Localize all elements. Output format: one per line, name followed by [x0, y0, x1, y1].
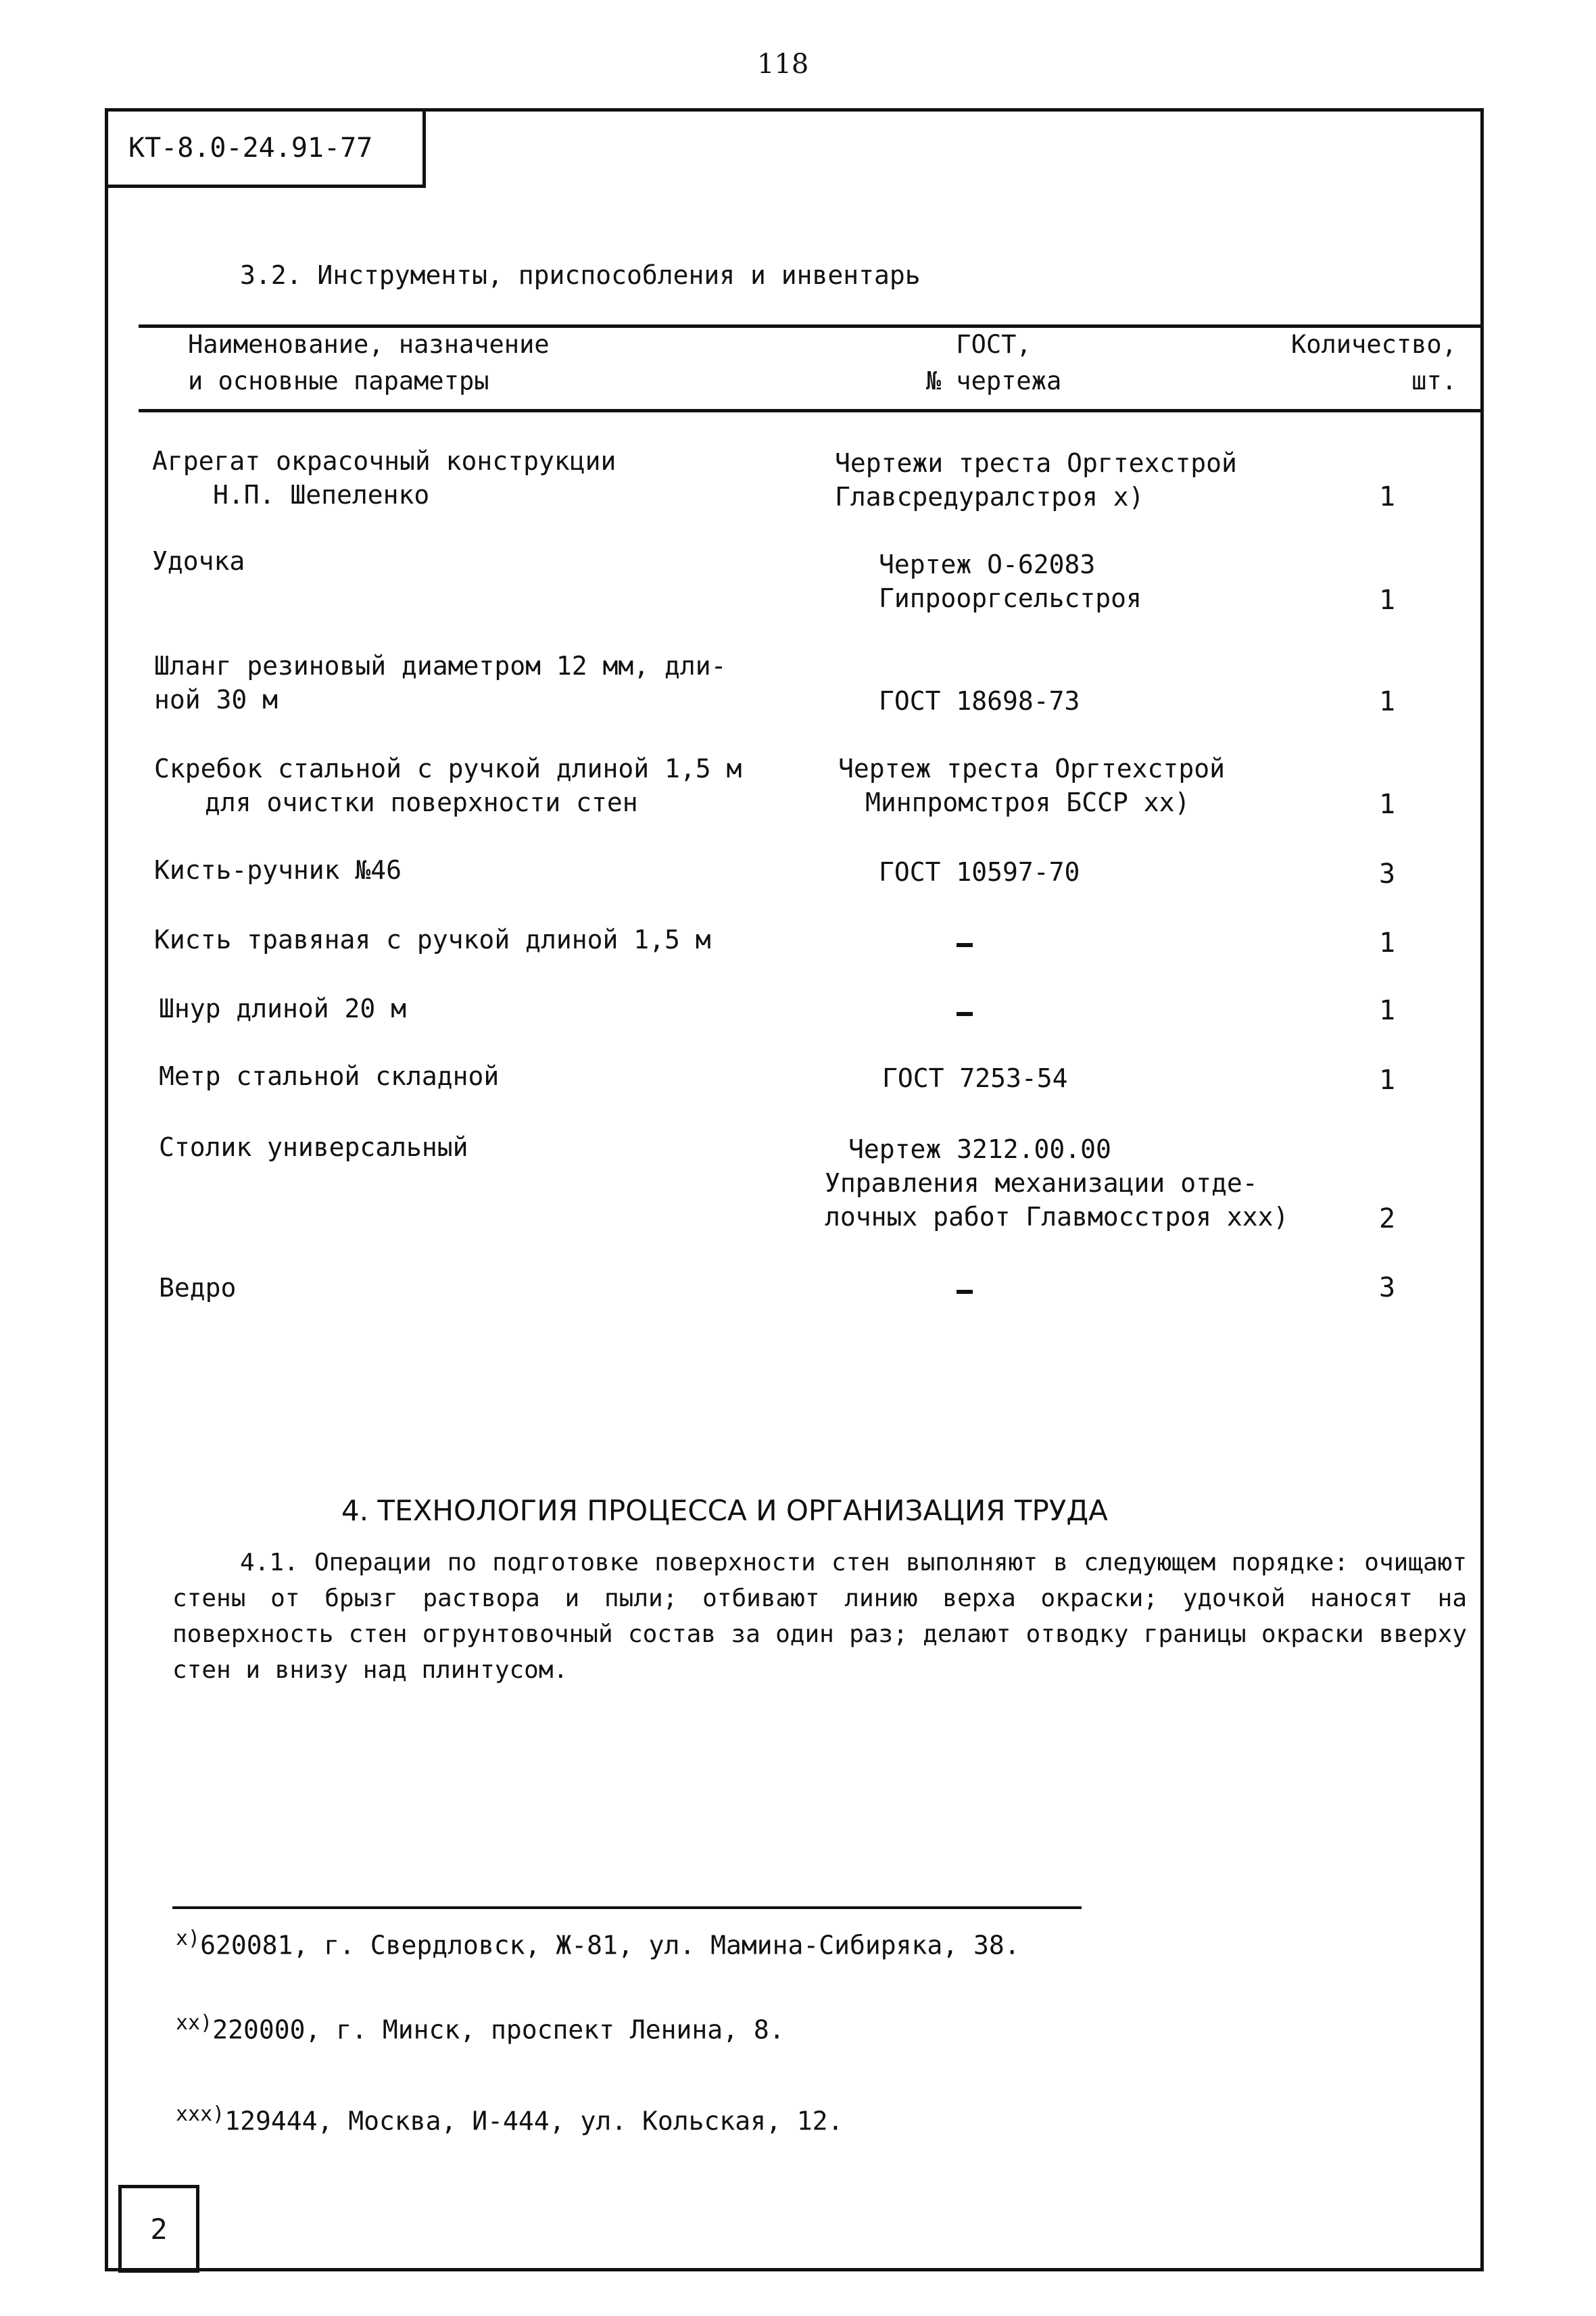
table-row-name: Удочка [152, 546, 245, 576]
table-row-qty: 1 [1379, 927, 1396, 959]
footnote: $^{xxx)}$129444, Москва, И-444, ул. Кольская, 12. [176, 2102, 844, 2136]
table-row-qty: 1 [1379, 686, 1396, 717]
table-row-qty: 1 [1379, 995, 1396, 1026]
table-row-name: Столик универсальный [159, 1132, 468, 1162]
dash-mark [957, 1290, 973, 1294]
footnote: $^{xx)}$220000, г. Минск, проспект Ленина, 8. [176, 2011, 785, 2045]
footnote: $^{x)}$620081, г. Свердловск, Ж-81, ул. Мамина-Сибиряка, 38. [176, 1927, 1020, 1960]
header-name: Наименование, назначение и основные параметры [188, 330, 550, 395]
table-row-gost: ГОСТ 18698-73 [879, 686, 1080, 716]
table-row-gost: Чертежи треста Оргтехстрой Главсредуралстроя x) [835, 448, 1237, 512]
footnote-rule [172, 1906, 1082, 1909]
table-row-gost: Чертеж О-62083 Гипрооргсельстроя [879, 550, 1142, 613]
header-gost: ГОСТ, № чертежа [925, 330, 1062, 395]
paragraph-4-1: 4.1. Операции по подготовке поверхности стен выполняют в следующем порядке: очищают стены от брызг раствора и пыли; отбивают линию верха окраски; удочкой наносят на поверхность стен огрунтовочный состав за один раз; делают отводку границы окраски вверху стен и внизу над плинтусом. [172, 1549, 1467, 1684]
table-row-name: Ведро [159, 1273, 237, 1303]
table-row-name: Кисть-ручник №46 [154, 855, 402, 885]
document-code: КТ-8.0-24.91-77 [105, 108, 426, 188]
section-title: 3.2. Инструменты, приспособления и инвентарь [240, 260, 921, 290]
table-row-qty: 3 [1379, 1272, 1396, 1303]
table-row-gost: ГОСТ 7253-54 [882, 1063, 1068, 1093]
table-row-name: Агрегат окрасочный конструкции Н.П. Шепеленко [152, 446, 616, 510]
dash-mark [957, 1012, 973, 1016]
table-row-qty: 1 [1379, 1065, 1396, 1096]
table-row-qty: 1 [1379, 789, 1396, 820]
table-row-gost: ГОСТ 10597-70 [879, 857, 1080, 887]
table-row-qty: 3 [1379, 859, 1396, 890]
table-row-name: Метр стальной складной [159, 1061, 500, 1091]
table-row-name: Шнур длиной 20 м [159, 994, 407, 1023]
dash-mark [957, 943, 973, 947]
header-qty: Количество, шт. [1290, 330, 1457, 395]
table-row-qty: 1 [1379, 481, 1396, 512]
table-row-qty: 1 [1379, 585, 1396, 616]
table-row-qty: 2 [1379, 1203, 1396, 1234]
table-row-gost: Чертеж треста Оргтехстрой Минпромстроя БССР xx) [838, 754, 1225, 817]
table-header-rule [139, 409, 1480, 412]
table-row-gost: Чертеж 3212.00.00 Управления механизации отде- лочных работ Главмосстроя xxx) [825, 1134, 1289, 1232]
page-number: 118 [757, 49, 809, 80]
table-row-name: Кисть травяная с ручкой длиной 1,5 м [154, 925, 711, 955]
table-row-name: Шланг резиновый диаметром 12 мм, дли- ной 30 м [154, 651, 727, 715]
table-row-name: Скребок стальной с ручкой длиной 1,5 м для очистки поверхности стен [154, 754, 742, 817]
chapter-title: 4. ТЕХНОЛОГИЯ ПРОЦЕССА И ОРГАНИЗАЦИЯ ТРУДА [341, 1494, 1108, 1527]
sheet-number: 2 [118, 2185, 199, 2273]
